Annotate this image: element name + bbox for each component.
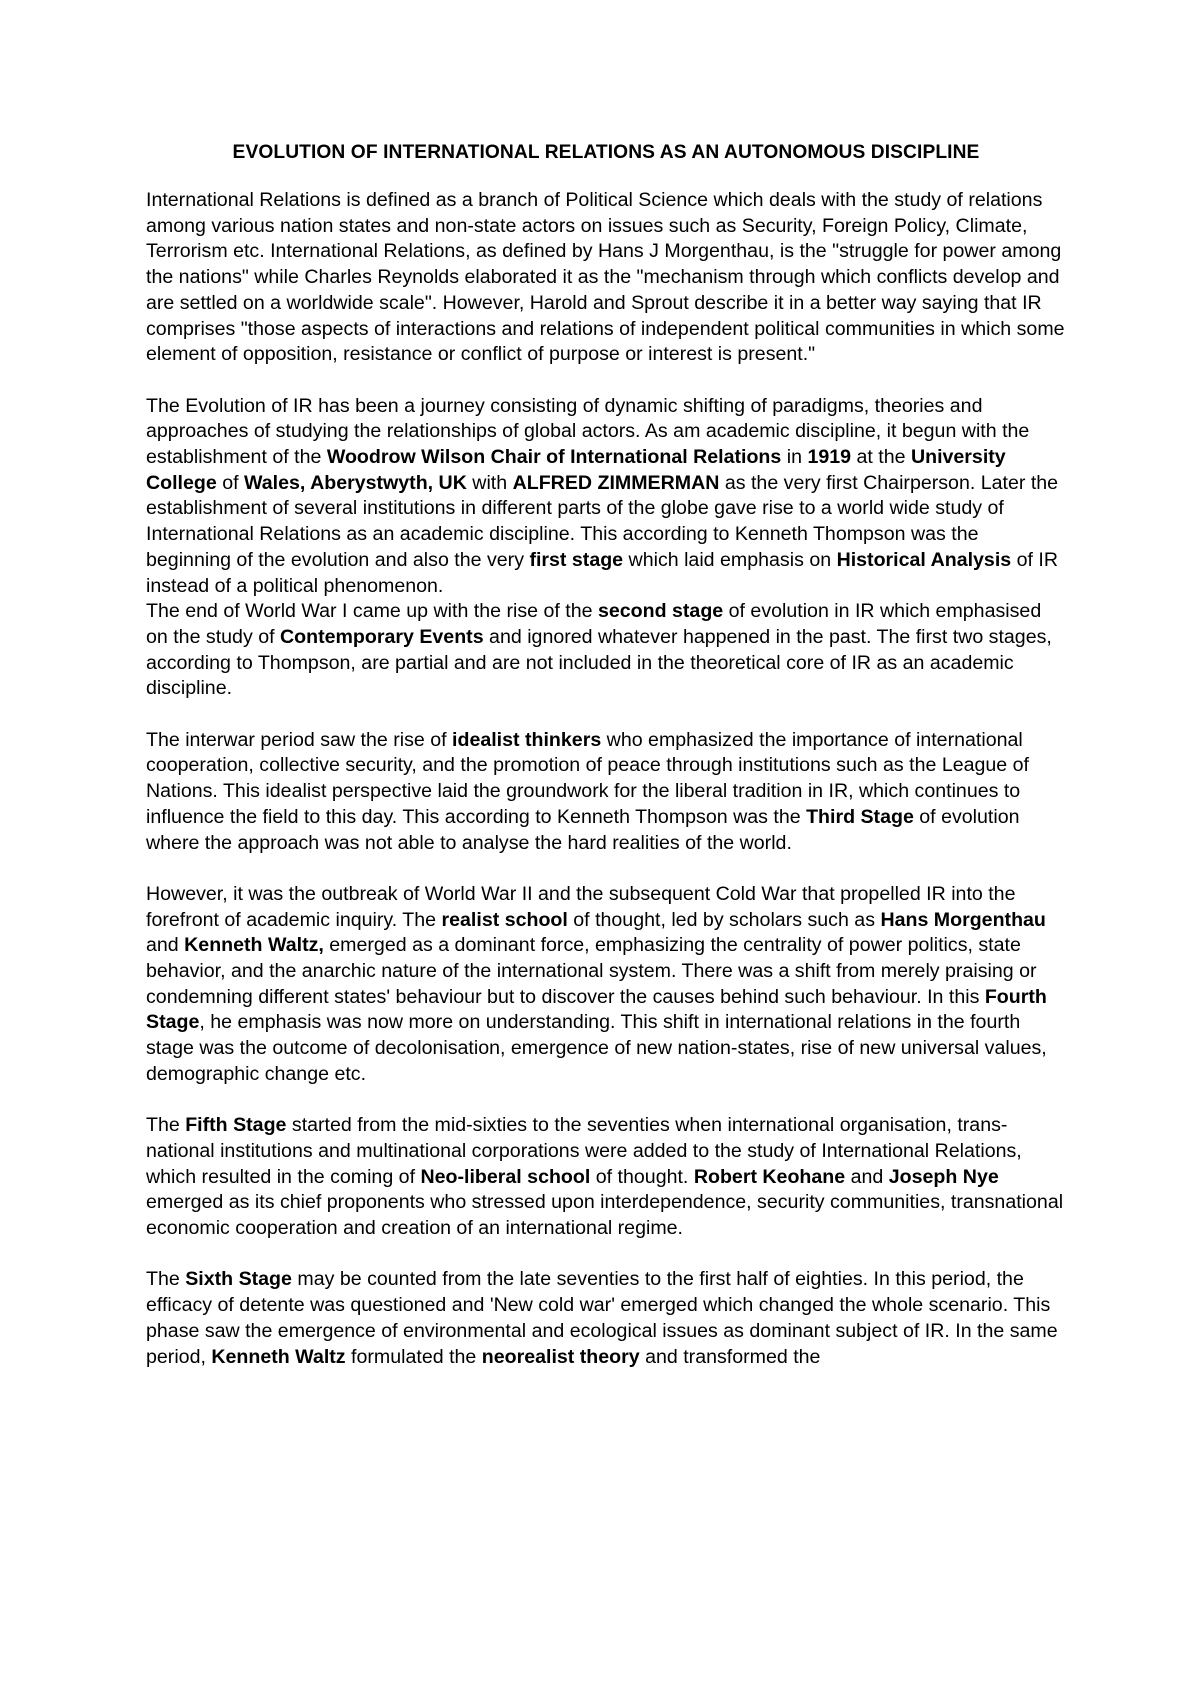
- text-run: However, it was the outbreak of World War II and the subsequent Cold War that propelled IR into the forefront of academic inquiry. The: [146, 882, 1016, 931]
- paragraph: [146, 599, 1066, 702]
- bold-text-run: realist school: [441, 908, 568, 931]
- bold-text-run: neorealist theory: [481, 1345, 640, 1368]
- paragraph: [146, 394, 1066, 600]
- bold-text-run: Third Stage: [806, 805, 914, 828]
- text-run: of thought.: [590, 1165, 694, 1188]
- text-run: who emphasized the importance of international cooperation, collective security, and the promotion of peace through institutions such as the League of Nations. This idealist perspective laid the groundwork for the liberal tradition in IR, which continues to influence the field to this day. This according to Kenneth Thompson was the: [146, 728, 1029, 828]
- text-run: The: [146, 1114, 186, 1137]
- text-run: in: [781, 446, 808, 469]
- text-run: which laid emphasis on: [623, 548, 837, 571]
- text-run: emerged as its chief proponents who stressed upon interdependence, security communities, transnational economic cooperation and creation of an international regime.: [146, 1191, 1064, 1240]
- bold-text-run: ALFRED ZIMMERMAN: [512, 471, 720, 494]
- text-run: formulated the: [345, 1345, 482, 1368]
- text-run: The: [146, 1268, 186, 1291]
- bold-text-run: idealist thinkers: [452, 728, 602, 751]
- text-run: with: [466, 471, 513, 494]
- text-run: and ignored whatever happened in the past. The first two stages, according to Thompson, are partial and are not included in the theoretical core of IR as an academic discipline.: [146, 625, 1052, 700]
- bold-text-run: Historical Analysis: [836, 548, 1012, 571]
- bold-text-run: Kenneth Waltz: [211, 1345, 346, 1368]
- bold-text-run: Wales, Aberystwyth, UK: [244, 471, 467, 494]
- bold-text-run: Kenneth Waltz,: [184, 934, 324, 957]
- document-body: [146, 188, 1066, 1370]
- bold-text-run: Robert Keohane: [693, 1165, 846, 1188]
- text-run: International Relations is defined as a branch of Political Science which deals with the study of relations among various nation states and non-state actors on issues such as Security, Foreign Policy, Climate, Terrorism etc. International Relations, as defined by Hans J Morgenthau, is the "struggle for power among the nations" while Charles Reynolds elaborated it as the "mechanism through which conflicts develop and are settled on a worldwide scale". However, Harold and Sprout describe it in a better way saying that IR comprises "those aspects of interactions and relations of independent political communities in which some element of opposition, resistance or conflict of purpose or interest is present.": [146, 189, 1065, 366]
- paragraph: [146, 188, 1066, 368]
- text-run: of thought, led by scholars such as: [567, 908, 881, 931]
- bold-text-run: Woodrow Wilson Chair of International Relations: [326, 446, 782, 469]
- paragraph: [146, 728, 1066, 857]
- text-run: and: [146, 934, 185, 957]
- text-run: The Evolution of IR has been a journey consisting of dynamic shifting of paradigms, theories and approaches of studying the relationships of global actors. As am academic discipline, it begun with the establishment of the: [146, 394, 1030, 469]
- text-run: of: [216, 471, 245, 494]
- text-run: as the very first Chairperson. Later the establishment of several institutions in different parts of the globe gave rise to a world wide study of International Relations as an academic discipline. This according to Kenneth Thompson was the beginning of the evolution and also the very: [146, 471, 1059, 571]
- bold-text-run: Neo-liberal school: [420, 1165, 591, 1188]
- bold-text-run: Hans Morgenthau: [880, 908, 1046, 931]
- text-run: started from the mid-sixties to the seventies when international organisation, trans-national institutions and multinational corporations were added to the study of International Relations, which resulted in the coming of: [146, 1114, 1022, 1188]
- bold-text-run: first stage: [529, 548, 624, 571]
- bold-text-run: Fourth Stage: [146, 985, 1047, 1034]
- text-run: may be counted from the late seventies to the first half of eighties. In this period, the efficacy of detente was questioned and 'New cold war' emerged which changed the whole scenario. This phase saw the emergence of environmental and ecological issues as dominant subject of IR. In the same period,: [146, 1268, 1058, 1368]
- paragraph: [146, 1267, 1066, 1370]
- text-run: , he emphasis was now more on understanding. This shift in international relations in the fourth stage was the outcome of decolonisation, emergence of new nation-states, rise of new universal values, demographic change etc.: [146, 1011, 1047, 1085]
- bold-text-run: Contemporary Events: [279, 625, 484, 648]
- bold-text-run: Fifth Stage: [185, 1114, 287, 1137]
- text-run: at the: [851, 446, 911, 469]
- document-title: EVOLUTION OF INTERNATIONAL RELATIONS AS AN AUTONOMOUS DISCIPLINE: [232, 142, 980, 163]
- text-run: and transformed the: [639, 1345, 821, 1368]
- document-page: [146, 140, 1066, 1396]
- paragraph: [146, 882, 1066, 1088]
- bold-text-run: second stage: [597, 600, 724, 623]
- text-run: and: [845, 1165, 889, 1188]
- text-run: The end of World War I came up with the rise of the: [146, 600, 598, 623]
- bold-text-run: 1919: [807, 446, 852, 469]
- text-run: The interwar period saw the rise of: [146, 728, 453, 751]
- bold-text-run: Sixth Stage: [185, 1268, 292, 1291]
- paragraph: [146, 1113, 1066, 1242]
- text-run: emerged as a dominant force, emphasizing the centrality of power politics, state behavior, and the anarchic nature of the international system. There was a shift from merely praising or condemning different states' behaviour but to discover the causes behind such behaviour. In this: [146, 934, 1037, 1008]
- text-run: of evolution in IR which emphasised on the study of: [146, 600, 1042, 648]
- bold-text-run: University College: [146, 446, 1006, 494]
- bold-text-run: Joseph Nye: [888, 1165, 999, 1188]
- text-run: of evolution where the approach was not able to analyse the hard realities of the world.: [146, 805, 1020, 854]
- text-run: of IR instead of a political phenomenon.: [146, 548, 1058, 597]
